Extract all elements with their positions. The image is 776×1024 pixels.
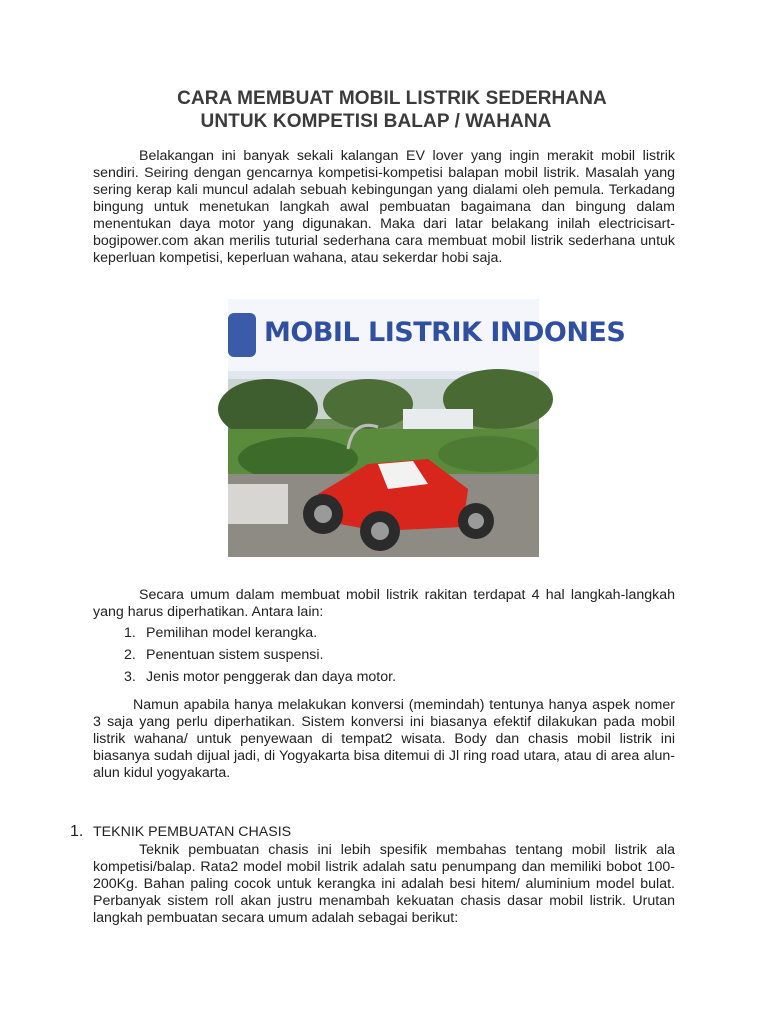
list-item	[124, 669, 396, 691]
list-item-text: Pemilihan model kerangka.	[146, 625, 318, 641]
list-number: 1.	[124, 625, 136, 641]
document-title-line-1: CARA MEMBUAT MOBIL LISTRIK SEDERHANA	[177, 88, 607, 109]
tree-middle	[323, 379, 413, 429]
chassis-paragraph	[93, 842, 675, 927]
steps-intro-text: Secara umum dalam membuat mobil listrik rakitan terdapat 4 hal langkah-langkah yang harus diperhatikan. Antara lain:	[93, 587, 675, 620]
list-number: 2.	[124, 647, 136, 663]
conversion-paragraph	[93, 697, 675, 782]
wheel-left-hub	[314, 505, 332, 523]
facebook-logo-icon	[228, 313, 256, 357]
cloth-on-ground	[228, 484, 288, 524]
intro-paragraph	[93, 148, 675, 267]
wheel-right-hub	[468, 513, 484, 529]
list-item-text: Penentuan sistem suspensi.	[146, 647, 324, 663]
list-item	[124, 625, 396, 647]
steps-intro-paragraph	[93, 587, 675, 621]
chassis-text: Teknik pembuatan chasis ini lebih spesifik membahas tentang mobil listrik ala kompetisi/balap. Rata2 model mobil listrik adalah satu penumpang dan memiliki bobot 100-200Kg. Bahan paling cocok untuk kerangka ini adalah besi hitem/ aluminium model bulat. Perbanyak sistem roll akan justru menambah kekuatan chasis dasar mobil listrik. Urutan langkah pembuatan secara umum adalah sebagai berikut:	[93, 842, 675, 926]
banner-text: MOBIL LISTRIK INDONES	[264, 317, 626, 348]
list-number: 3.	[124, 669, 136, 685]
document-title-line-2: UNTUK KOMPETISI BALAP / WAHANA	[200, 111, 552, 132]
wheel-front-hub	[371, 522, 389, 540]
conversion-text: Namun apabila hanya melakukan konversi (memindah) tentunya hanya aspek nomer 3 saja yang perlu diperhatikan. Sistem konversi ini biasanya efektif dilakukan pada mobil listrik wahana/ untuk penyewaan di tempat2 wisata. Body dan chasis mobil listrik ini biasanya sudah dijual jadi, di Yogyakarta bisa ditemui di Jl ring road utara, atau di area alun-alun kidul yogyakarta.	[93, 697, 675, 781]
steps-list	[124, 625, 396, 691]
section-number: 1.	[70, 823, 84, 840]
section-title: TEKNIK PEMBUATAN CHASIS	[93, 824, 292, 840]
electric-car-photo	[228, 299, 626, 557]
list-item-text: Jenis motor penggerak dan daya motor.	[146, 669, 397, 685]
section-heading	[70, 823, 291, 841]
list-item	[124, 647, 396, 669]
bush-right	[438, 436, 538, 472]
intro-text: Belakangan ini banyak sekali kalangan EV lover yang ingin merakit mobil listrik sendiri. Seiring dengan gencarnya kompetisi-kompetisi balapan mobil listrik. Masalah yang sering kerap kali muncul adalah sebuah kebingungan yang dialami oleh pemula. Terkadang bingung untuk menetukan langkah awal pembuatan bagaimana dan bingung dalam menentukan daya motor yang digunakan. Maka dari latar belakang inilah electricisart-bogipower.com akan merilis tuturial sederhana cara membuat mobil listrik sederhana untuk keperluan kompetisi, keperluan wahana, atau sekerdar hobi saja.	[93, 148, 675, 266]
